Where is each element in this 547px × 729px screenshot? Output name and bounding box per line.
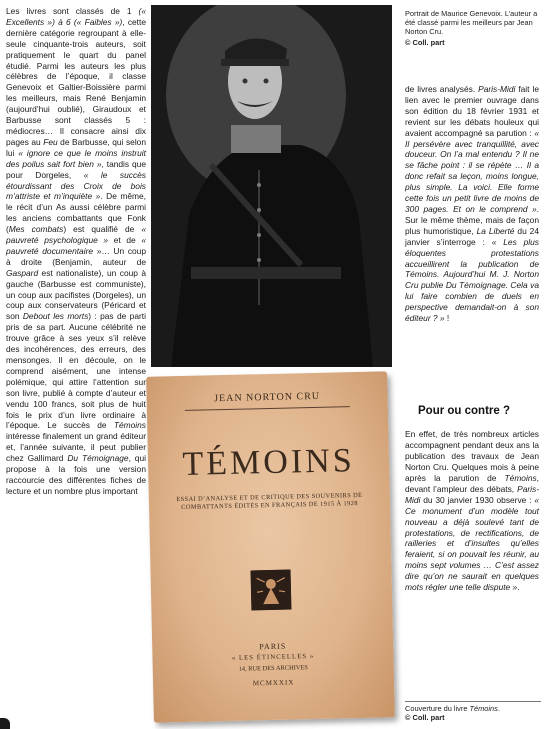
- book-caption-suffix: .: [497, 704, 500, 713]
- right-column-2-run: .: [517, 582, 520, 593]
- left-column-run: est nationaliste), un coup à gauche (Barbusse est communiste), un coup aux pacifistes (Dorgeles), un coup aux conservateurs (Péricard et son: [6, 267, 146, 322]
- left-column-run: ) est qualifié de: [63, 224, 142, 235]
- left-column-run: intéresse finalement un grand éditeur et, l’année suivante, il peut publier chez Gallimard: [6, 431, 146, 464]
- book-title: TÉMOINS: [182, 442, 356, 483]
- left-column-run: « le succès étourdissant des Croix de bois m’attriste et m’inquiète »: [6, 169, 146, 202]
- article-right-column: [405, 84, 539, 324]
- article-right-column-2: [405, 421, 539, 601]
- left-column-run: , cette dernière catégorie regroupant à elle-seule cinquante-trois auteurs, soit pratiquement le quart du panel étudié. Parmi les auteurs les plus célèbres de l’époque, il classe Genevoix et Galtier-Boissière parmi les meilleurs, mais René Benjamin (aujourd’hui oublié), Giraudoux et Barbusse sont classés 5 : médiocres… Il consacre ainsi dix pages au: [6, 16, 146, 147]
- left-column-run: Mes combats: [8, 224, 64, 235]
- left-column-run: , qui propose à la fois une version raccourcie des différentes fiches de lecture et un nombre plus important: [6, 453, 146, 496]
- book-subtitle: ESSAI D’ANALYSE ET DE CRITIQUE DES SOUVENIRS DE COMBATTANTS ÉDITÉS EN FRANÇAIS DE 1915 À 1928: [176, 491, 363, 512]
- portrait-credit: © Coll. part: [405, 38, 445, 47]
- left-column-run: Les livres sont classés de 1: [6, 6, 139, 16]
- right-column-2-run: Paris-Midi: [405, 483, 539, 505]
- left-column-run: Gaspard: [6, 267, 39, 278]
- left-column-run: Du Témoignage: [67, 453, 129, 464]
- right-column-run: « Il persévère avec tranquillité, avec douceur. On l’a mal entendu ? Il ne se fâche point : il se répète … Il a donc refait sa leçon, moins longue, plus simple. La voici. Elle forme cette fois un petit livre de moins de 300 pages. Et on le comprend »: [405, 127, 539, 214]
- article-left-column: [6, 6, 146, 497]
- portrait-photo: [151, 5, 392, 367]
- left-column-run: « pauvreté psychologique »: [6, 224, 146, 246]
- right-column-run: de livres analysés.: [405, 84, 479, 94]
- book-cover-image: [146, 371, 395, 722]
- right-column-run: Paris-Midi: [478, 84, 516, 94]
- left-column-run: (« Excellents ») à 6 (« Faibles »): [6, 6, 146, 27]
- book-rule: [185, 406, 350, 411]
- book-author: JEAN NORTON CRU: [214, 390, 321, 405]
- page-corner-mark: [0, 718, 10, 729]
- book-city: PARIS: [259, 641, 287, 652]
- right-column-2-run: du 30 janvier 1930 observe :: [420, 494, 535, 505]
- book-emblem-icon: [251, 570, 292, 611]
- right-column-2-run: Témoins: [504, 473, 537, 484]
- portrait-caption-text: Portrait de Maurice Genevoix. L’auteur a été classé parmi les meilleurs par Jean Norton Cru.: [405, 9, 538, 36]
- book-credit: © Coll. part: [405, 713, 445, 722]
- right-column-2-text: [405, 429, 539, 593]
- right-column-2-run: En effet, de très nombreux articles accompagnent pendant deux ans la publication des travaux de Jean Norton Cru. Quelques mois à peine après la parution de: [405, 429, 539, 484]
- left-column-run: de Barbusse, qui selon lui: [6, 136, 146, 158]
- left-column-run: ) : pas de parti pris de sa part. Aucune célébrité ne trouve grâce à ses yeux s’il relève des incohérences, des erreurs, des mensonges. Il en découle, on le comprend aisément, une intense polémique, qui attire l’attention sur son livre, publié à compte d’auteur et vendu 100 francs, soit plus de huit fois le prix d’un livre ordinaire à l’époque. Le succès de: [6, 311, 146, 431]
- section-heading: Pour ou contre ?: [418, 405, 510, 417]
- right-column-run: La Liberté: [476, 225, 515, 236]
- portrait-caption: [405, 9, 543, 47]
- right-column-run: !: [444, 313, 450, 324]
- book-year: MCMXXIX: [252, 678, 295, 688]
- right-column-run: « Les plus éloquentes protestations accueillirent la publication de Témoins. Aujourd’hui M. J. Norton Cru publie Du Témoignage. Cela va lui faire combien de duels en perspective demandait-on à son éditeur ? »: [405, 236, 539, 324]
- left-column-run: Feu: [43, 136, 58, 147]
- right-column-run: fait le lien avec le premier ouvrage dans son édition du 18 février 1931 et revient sur les débats houleux qui avaient accompagné sa parution :: [405, 84, 539, 138]
- right-column-text: [405, 84, 539, 324]
- left-column-run: , tandis que pour Dorgeles,: [6, 158, 146, 180]
- left-column-run: Témoins: [113, 420, 146, 431]
- right-column-run: . Sur le même thème, mais de façon plus humoristique,: [405, 203, 539, 236]
- left-column-run: Debout les morts: [22, 311, 89, 322]
- right-column-run: du 24 janvier s’interroge :: [405, 225, 540, 247]
- left-column-run: … Un coup à droite (Benjamin, auteur de: [6, 245, 146, 267]
- book-publisher: « LES ÉTINCELLES »: [231, 653, 315, 662]
- book-address: 14, RUE DES ARCHIVES: [238, 664, 308, 673]
- right-column-2-run: « Ce monument d’un modèle tout nouveau a déjà soulevé tant de protestations, de rectifications, de railleries et d’insultes qu’elles feraient, si on pouvait les réunir, au moins sept volumes … C’est assez dire qu’on ne saurait en quelques mots régler une telle dispute »: [405, 494, 539, 593]
- right-column-2-run: , devant l’ampleur des débats,: [405, 473, 539, 494]
- left-column-run: . De même, le récit d’un As aussi célèbre parmi les anciens combattants que Fonk (: [6, 191, 146, 235]
- left-column-run: et de: [108, 235, 142, 246]
- book-caption: [405, 701, 541, 722]
- left-column-text: [6, 6, 146, 497]
- book-caption-prefix: Couverture du livre: [405, 704, 470, 713]
- left-column-run: « pauvreté documentaire »: [6, 235, 147, 256]
- book-caption-title: Témoins: [469, 704, 498, 713]
- left-column-run: « ignore ce que le moins instruit des poilus sait fort bien »: [6, 147, 146, 169]
